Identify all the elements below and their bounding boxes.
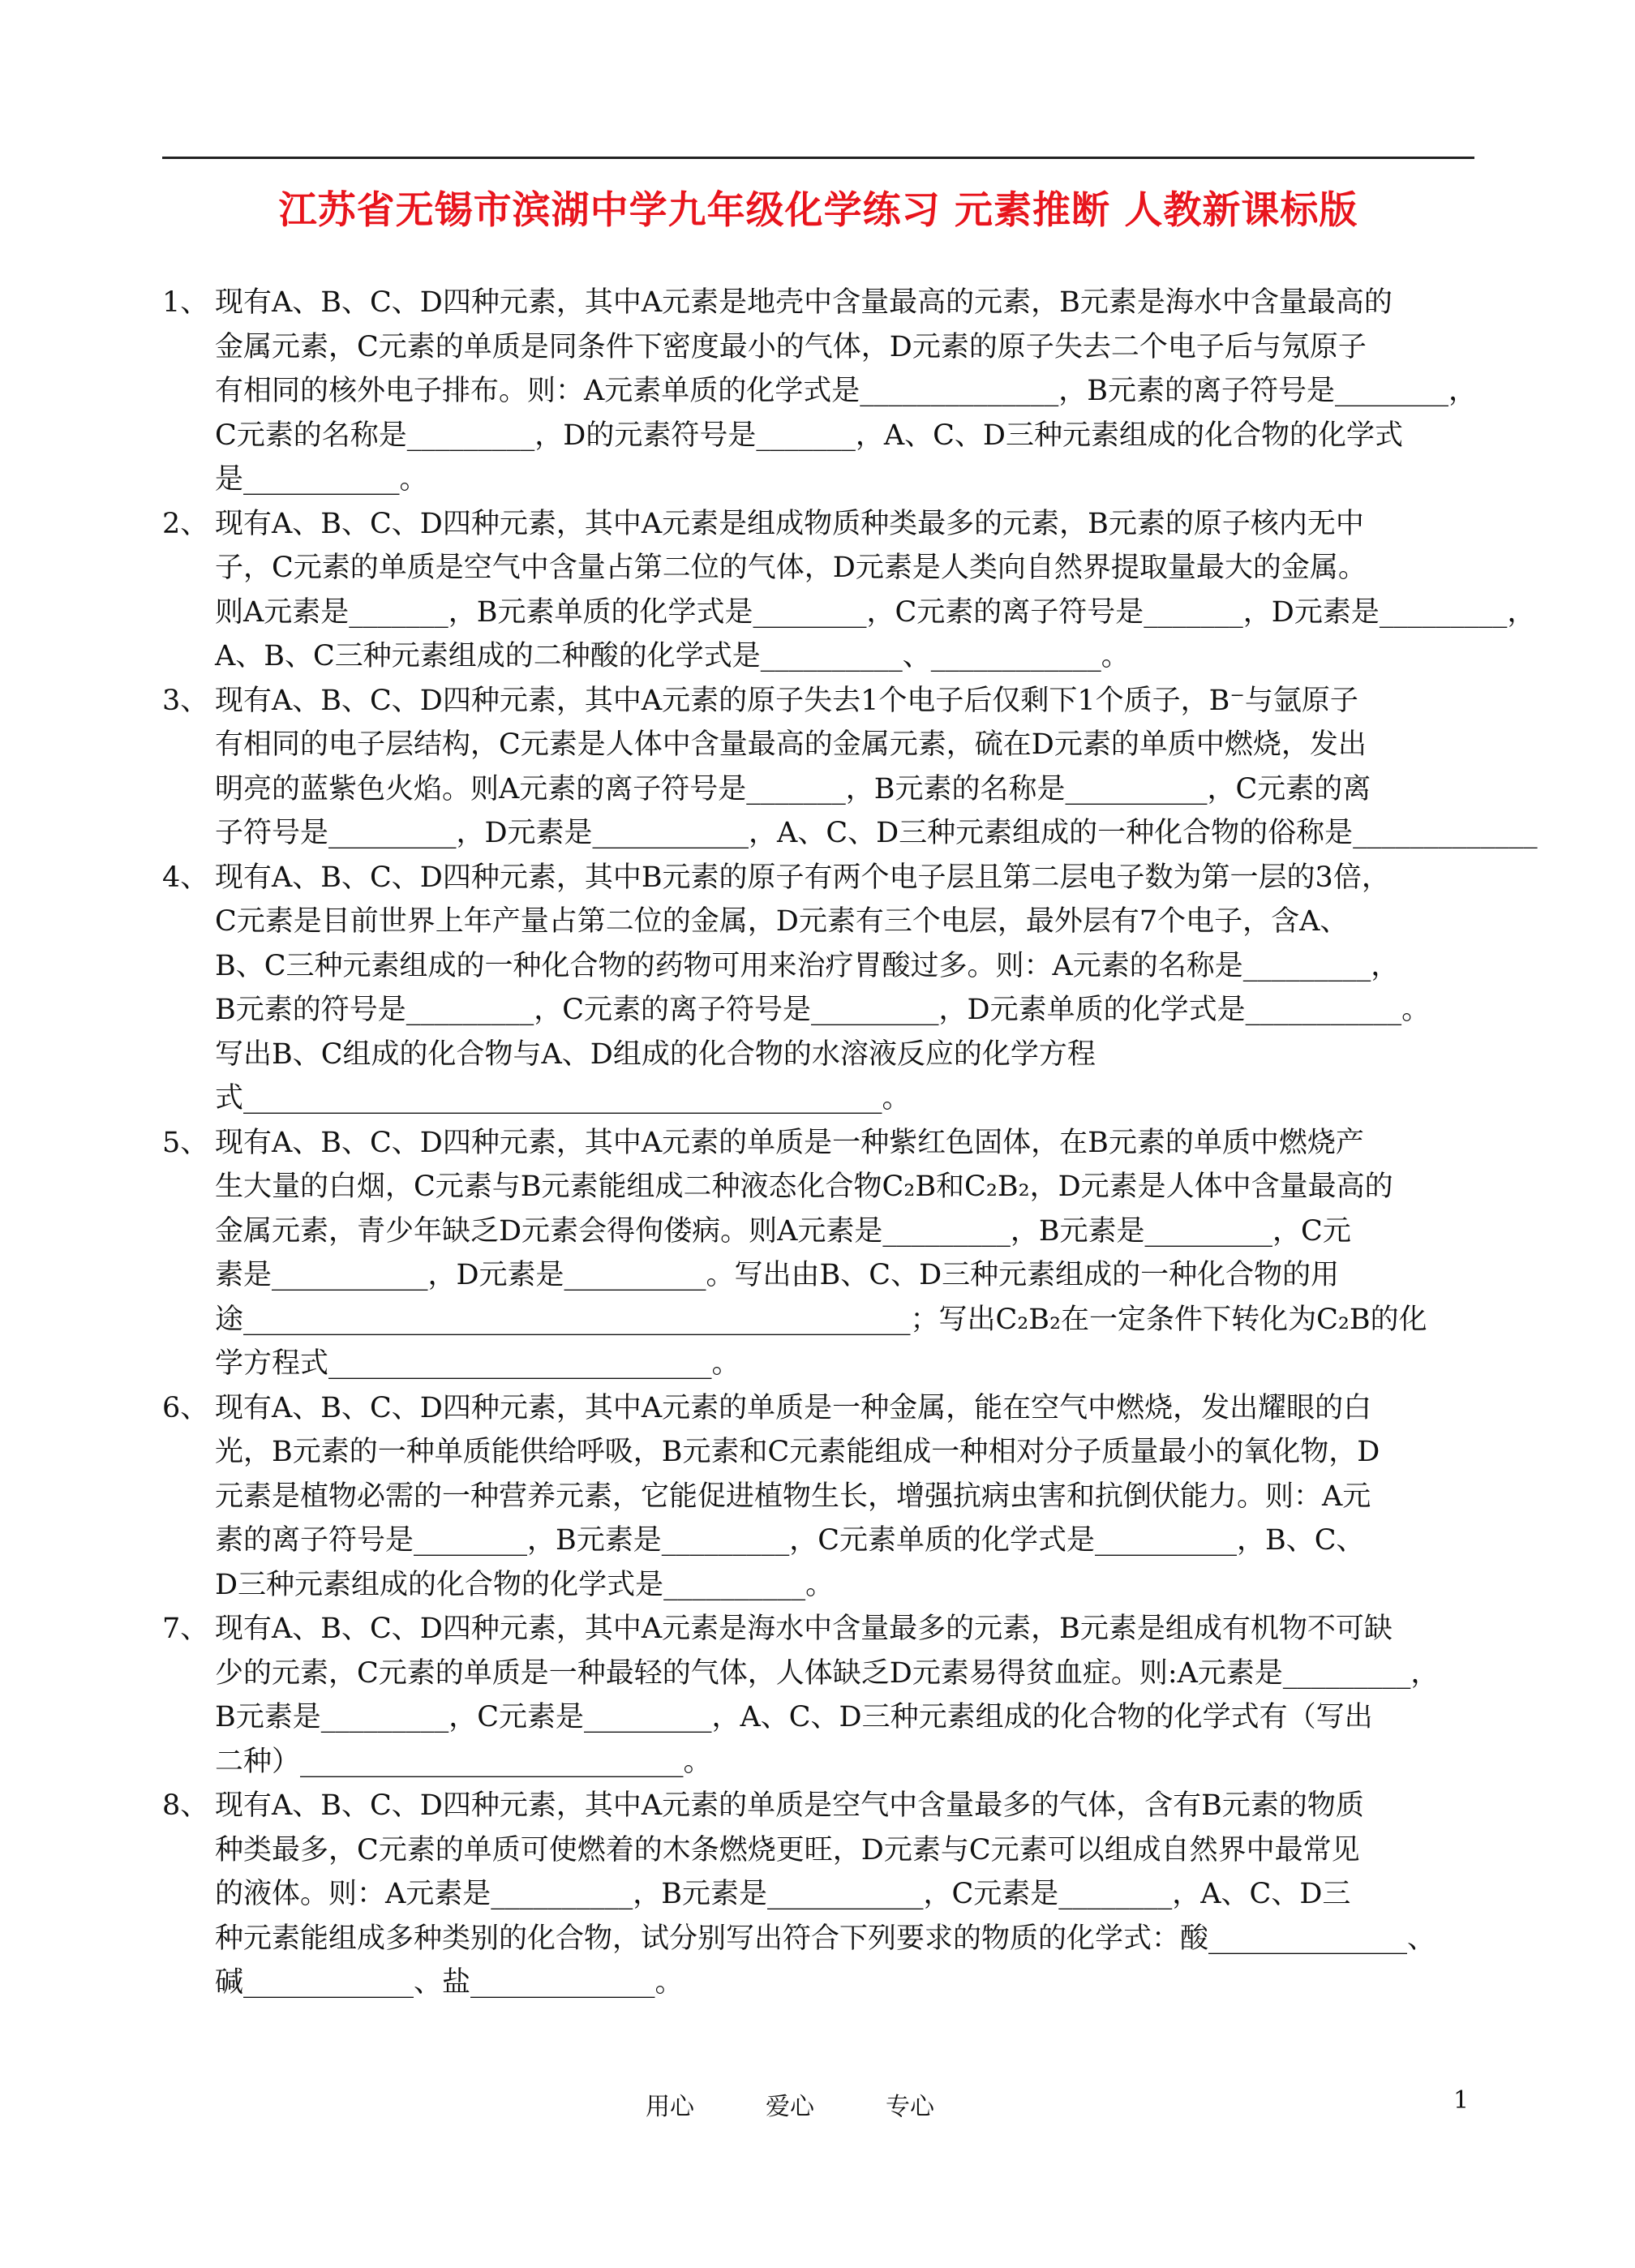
question-text-line: 生大量的白烟，C元素与B元素能组成二种液态化合物C₂B和C₂B₂，D元素是人体中含量最高的 (215, 1171, 1393, 1203)
question-text-line: B元素是_________，C元素是_________，A、C、D三种元素组成的化合物的化学式有（写出 (215, 1701, 1373, 1733)
question-text-line: 是___________。 (215, 463, 428, 496)
question-text-line: 途_______________________________________________；写出C₂B₂在一定条件下转化为C₂B的化 (215, 1303, 1427, 1336)
question-number: 7、 (162, 1613, 209, 1645)
question-text-line: C元素是目前世界上年产量占第二位的金属，D元素有三个电层，最外层有7个电子，含A、 (215, 905, 1349, 938)
question-item (162, 1386, 1484, 1608)
question-text-line: 金属元素，青少年缺乏D元素会得佝偻病。则A元素是_________，B元素是_________，C元 (215, 1214, 1351, 1248)
question-item (162, 502, 1536, 679)
question-text-line: D三种元素组成的化合物的化学式是__________。 (215, 1568, 835, 1601)
question-number: 5、 (162, 1126, 209, 1159)
question-number: 3、 (162, 684, 209, 717)
footer-motto-word: 用心 (646, 2093, 694, 2121)
question-text-line: 子符号是_________，D元素是___________，A、C、D三种元素组成的一种化合物的俗称是_____________ (215, 817, 1538, 849)
question-list (162, 281, 1538, 2005)
question-text-line: 现有A、B、C、D四种元素，其中B元素的原子有两个电子层且第二层电子数为第一层的3倍， (215, 861, 1390, 894)
question-item (162, 679, 1538, 856)
question-text-line: 的液体。则：A元素是__________，B元素是___________，C元素是________，A、C、D三 (215, 1878, 1351, 1910)
question-text-line: 金属元素，C元素的单质是同条件下密度最小的气体，D元素的原子失去二个电子后与氖原子 (215, 330, 1367, 363)
question-text-line: 少的元素，C元素的单质是一种最轻的气体，人体缺乏D元素易得贫血症。则:A元素是_________， (215, 1656, 1440, 1690)
question-text-line: 现有A、B、C、D四种元素，其中A元素的单质是空气中含量最多的气体，含有B元素的物质 (215, 1789, 1364, 1822)
question-text-line: 有相同的电子层结构，C元素是人体中含量最高的金属元素，硫在D元素的单质中燃烧，发出 (215, 728, 1367, 761)
question-item (162, 1784, 1484, 2005)
question-text-line: 种类最多，C元素的单质可使燃着的木条燃烧更旺，D元素与C元素可以组成自然界中最常见 (215, 1833, 1360, 1866)
question-text-line: 素是___________，D元素是__________。写出由B、C、D三种元素组成的一种化合物的用 (215, 1259, 1340, 1291)
question-text-line: 现有A、B、C、D四种元素，其中A元素的原子失去1个电子后仅剩下1个质子，B⁻与氩原子 (215, 684, 1358, 717)
question-text-line: 现有A、B、C、D四种元素，其中A元素是海水中含量最多的元素，B元素是组成有机物不可缺 (215, 1613, 1393, 1645)
question-text-line: B、C三种元素组成的一种化合物的药物可用来治疗胃酸过多。则：A元素的名称是_________， (215, 949, 1400, 982)
document-title: 江苏省无锡市滨湖中学九年级化学练习 元素推断 人教新课标版 (278, 188, 1358, 233)
question-text-line: C元素的名称是_________，D的元素符号是_______，A、C、D三种元素组成的化合物的化学式 (215, 419, 1403, 452)
question-text-line: 二种）___________________________。 (215, 1745, 712, 1778)
question-text-line: 现有A、B、C、D四种元素，其中A元素是组成物质种类最多的元素，B元素的原子核内无中 (215, 507, 1364, 540)
question-number: 1、 (162, 286, 209, 319)
question-item (162, 281, 1484, 502)
question-text-line: 元素是植物必需的一种营养元素，它能促进植物生长，增强抗病虫害和抗倒伏能力。则：A元 (215, 1480, 1371, 1513)
question-number: 6、 (162, 1391, 209, 1424)
question-text-line: 碱____________、盐_____________。 (215, 1966, 684, 1999)
question-text-line: 素的离子符号是________，B元素是_________，C元素单质的化学式是__________，B、C、 (215, 1524, 1365, 1557)
question-item (162, 1121, 1484, 1386)
footer-motto-word: 专心 (886, 2093, 934, 2121)
question-item (162, 1607, 1484, 1784)
question-text-line: 现有A、B、C、D四种元素，其中A元素的单质是一种金属，能在空气中燃烧，发出耀眼的白 (215, 1391, 1372, 1424)
footer-motto (646, 2086, 1006, 2122)
question-text-line: 子，C元素的单质是空气中含量占第二位的气体，D元素是人类向自然界提取量最大的金属。 (215, 552, 1367, 584)
question-number: 2、 (162, 507, 209, 540)
question-number: 8、 (162, 1789, 209, 1822)
question-item (162, 856, 1484, 1121)
question-text-line: 光，B元素的一种单质能供给呼吸，B元素和C元素能组成一种相对分子质量最小的氧化物，D (215, 1436, 1380, 1468)
question-text-line: 式_____________________________________________。 (215, 1082, 911, 1115)
question-text-line: B元素的符号是_________，C元素的离子符号是_________，D元素单质的化学式是___________。 (215, 994, 1431, 1026)
question-text-line: 种元素能组成多种类别的化合物，试分别写出符合下列要求的物质的化学式：酸______________、 (215, 1922, 1436, 1955)
question-text-line: 明亮的蓝紫色火焰。则A元素的离子符号是_______，B元素的名称是__________，C元素的离 (215, 772, 1371, 805)
question-text-line: 学方程式___________________________。 (215, 1347, 740, 1380)
header-rule (162, 157, 1474, 159)
question-text-line: 现有A、B、C、D四种元素，其中A元素的单质是一种紫红色固体，在B元素的单质中燃烧产 (215, 1126, 1364, 1159)
page-number: 1 (1453, 2086, 1470, 2115)
question-text-line: 现有A、B、C、D四种元素，其中A元素是地壳中含量最高的元素，B元素是海水中含量最高的 (215, 286, 1393, 319)
question-text-line: A、B、C三种元素组成的二种酸的化学式是__________、____________。 (215, 640, 1130, 672)
question-text-line: 则A元素是_______，B元素单质的化学式是________，C元素的离子符号是_______，D元素是_________， (215, 595, 1536, 629)
question-text-line: 有相同的核外电子排布。则：A元素单质的化学式是______________，B元素的离子符号是________， (215, 375, 1477, 407)
question-text-line: 写出B、C组成的化合物与A、D组成的化合物的水溶液反应的化学方程 (215, 1037, 1096, 1071)
question-number: 4、 (162, 861, 209, 894)
footer-motto-word: 爱心 (766, 2093, 814, 2121)
